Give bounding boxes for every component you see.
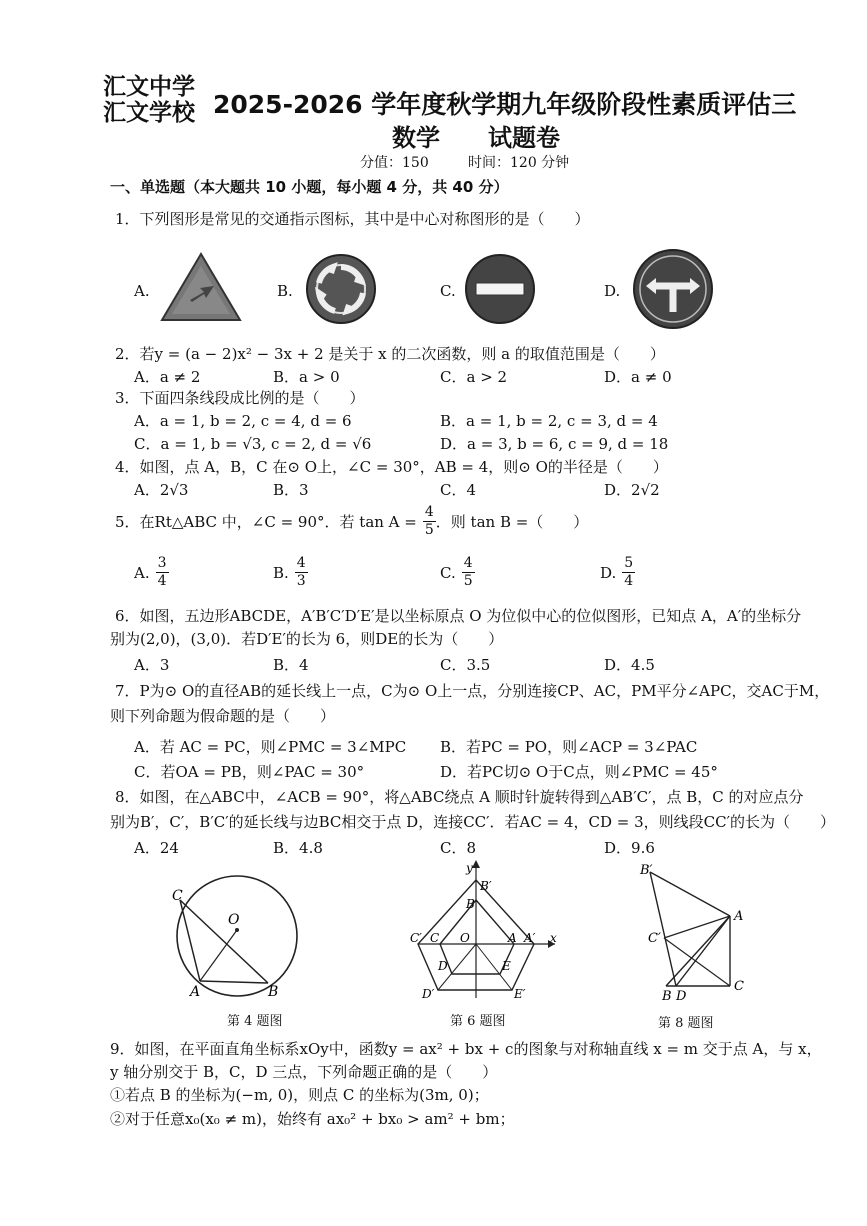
q3-option-a: A．a = 1, b = 2, c = 4, d = 6 xyxy=(134,412,352,430)
q6-option-a: A．3 xyxy=(134,656,170,674)
q3-option-b: B．a = 1, b = 2, c = 3, d = 4 xyxy=(440,412,658,430)
q4-option-b: B．3 xyxy=(273,481,309,499)
figure-6-caption: 第 6 题图 xyxy=(450,1014,506,1029)
figure-4-caption: 第 4 题图 xyxy=(227,1014,283,1029)
school-name-2: 汇文学校 xyxy=(103,100,195,126)
q6-option-b: B．4 xyxy=(273,656,309,674)
question-9-stem-2: y 轴分别交于 B，C，D 三点，下列命题正确的是（ ） xyxy=(110,1063,498,1081)
fig6-label-y: y xyxy=(466,861,473,875)
q8-option-b: B．4.8 xyxy=(273,839,323,857)
fig4-label-c: C xyxy=(172,888,183,904)
q1-option-b: B. xyxy=(277,282,293,300)
q9-item-2: ②对于任意x₀(x₀ ≠ m)，始终有 ax₀² + bx₀ > am² + bm； xyxy=(110,1110,515,1128)
fig6-label-c-prime: C′ xyxy=(410,931,422,945)
no-entry-icon xyxy=(464,253,536,325)
question-5-stem xyxy=(115,504,588,539)
question-8-stem-2: 别为B′，C′，B′C′的延长线与边BC相交于点 D，连接CC′．若AC = 4，CD = 3，则线段CC′的长为（ ） xyxy=(110,813,836,831)
q7-option-c: C．若OA = PB，则∠PAC = 30° xyxy=(134,763,365,781)
q5-option-c: C. $\frac{4}{5}$ xyxy=(440,555,473,589)
q5-option-d: D. $\frac{5}{4}$ xyxy=(600,555,634,589)
q7-option-d: D．若PC切⊙ O于C点，则∠PMC = 45° xyxy=(440,763,718,781)
fig6-label-e-prime: E′ xyxy=(514,987,526,1001)
q4-option-c: C．4 xyxy=(440,481,477,499)
question-6-stem-2: 别为(2,0)，(3,0)．若D′E′的长为 6，则DE的长为（ ） xyxy=(110,630,504,648)
q5-stem-fraction: $\frac{4}{5}$ xyxy=(424,504,434,538)
q9-item-1: ①若点 B 的坐标为(−m, 0)，则点 C 的坐标为(3m, 0)； xyxy=(110,1086,489,1104)
q8-option-c: C．8 xyxy=(440,839,477,857)
question-9-stem: 9．如图，在平面直角坐标系xOy中，函数y = ax² + bx + c的图象与对称轴直线 x = m 交于点 A，与 x， xyxy=(110,1040,822,1058)
fig4-label-b: B xyxy=(268,984,279,1000)
q1-option-c: C. xyxy=(440,282,456,300)
question-3-stem: 3．下面四条线段成比例的是（ ） xyxy=(115,389,365,407)
figure-8-caption: 第 8 题图 xyxy=(658,1016,714,1031)
fig6-label-c: C xyxy=(430,931,440,945)
roundabout-icon xyxy=(305,253,377,325)
q7-option-b: B．若PC = PO，则∠ACP = 3∠PAC xyxy=(440,738,698,756)
question-6-stem: 6．如图，五边形ABCDE，A′B′C′D′E′是以坐标原点 O 为位似中心的位似图形，已知点 A，A′的坐标分 xyxy=(115,607,802,625)
q4-option-d: D．2√2 xyxy=(604,481,660,499)
fig6-label-x: x xyxy=(550,931,557,945)
fig6-label-b: B xyxy=(466,897,475,911)
fig4-label-a: A xyxy=(190,984,201,1000)
question-7-stem: 7．P为⊙ O的直径AB的延长线上一点，C为⊙ O上一点，分别连接CP、AC，PM平分∠APC，交AC于M， xyxy=(115,682,830,700)
q5-option-b: B. $\frac{4}{3}$ xyxy=(273,555,306,589)
exam-title: 2025-2026 学年度秋学期九年级阶段性素质评估三 xyxy=(213,90,797,119)
figure-4-circle-diagram xyxy=(170,878,310,1003)
q2-option-b: B．a > 0 xyxy=(273,368,340,386)
figure-6-pentagon-diagram xyxy=(410,858,560,1003)
q5-stem-tail: ．则 tan B =（ ） xyxy=(435,513,589,531)
fig6-label-b-prime: B′ xyxy=(480,879,492,893)
school-name-1: 汇文中学 xyxy=(103,74,195,100)
q2-option-d: D．a ≠ 0 xyxy=(604,368,672,386)
q8-option-d: D．9.6 xyxy=(604,839,655,857)
q3-option-c: C．a = 1, b = √3, c = 2, d = √6 xyxy=(134,435,372,453)
q4-option-a: A．2√3 xyxy=(134,481,189,499)
fig8-label-a: A xyxy=(734,909,744,924)
section-title: 一、单选题（本大题共 10 小题，每小题 4 分，共 40 分） xyxy=(110,178,509,196)
q1-option-d: D. xyxy=(604,282,621,300)
exam-subject: 数学 xyxy=(392,124,440,152)
q6-option-c: C．3.5 xyxy=(440,656,491,674)
turn-arrow-icon xyxy=(632,248,714,330)
q7-option-a: A．若 AC = PC，则∠PMC = 3∠MPC xyxy=(134,738,407,756)
fig8-label-c: C xyxy=(734,979,744,994)
fig6-label-a-prime: A′ xyxy=(524,931,536,945)
fig6-label-a: A xyxy=(508,931,517,945)
fig8-label-b: B xyxy=(662,989,672,1004)
fig6-label-d: D xyxy=(438,959,448,973)
score-info: 分值：150 xyxy=(360,155,429,171)
fig8-label-d: D xyxy=(676,989,687,1004)
figure-8-rotation-diagram xyxy=(630,862,760,1002)
exam-paper-label: 试题卷 xyxy=(488,124,560,152)
q2-option-a: A．a ≠ 2 xyxy=(134,368,201,386)
fig4-label-o: O xyxy=(228,912,240,928)
question-1-stem: 1．下列图形是常见的交通指示图标，其中是中心对称图形的是（ ） xyxy=(115,210,590,228)
q8-option-a: A．24 xyxy=(134,839,179,857)
q3-option-d: D．a = 3, b = 6, c = 9, d = 18 xyxy=(440,435,669,453)
fig8-label-c-prime: C′ xyxy=(648,931,661,946)
q1-option-a: A. xyxy=(134,282,150,300)
q6-option-d: D．4.5 xyxy=(604,656,655,674)
time-info: 时间：120 分钟 xyxy=(468,155,570,171)
fig6-label-e: E xyxy=(502,959,511,973)
question-7-stem-2: 则下列命题为假命题的是（ ） xyxy=(110,707,336,725)
question-4-stem: 4．如图，点 A，B，C 在⊙ O上，∠C = 30°，AB = 4，则⊙ O的半径是（ ） xyxy=(115,458,668,476)
question-8-stem: 8．如图，在△ABC中，∠ACB = 90°，将△ABC绕点 A 顺时针旋转得到△AB′C′，点 B，C 的对应点分 xyxy=(115,788,804,806)
fig6-label-o: O xyxy=(460,931,470,945)
question-2-stem: 2．若y = (a − 2)x² − 3x + 2 是关于 x 的二次函数，则 a 的取值范围是（ ） xyxy=(115,345,665,363)
fig8-label-b-prime: B′ xyxy=(640,863,653,878)
fig6-label-d-prime: D′ xyxy=(422,987,435,1001)
q2-option-c: C．a > 2 xyxy=(440,368,508,386)
warning-triangle-icon xyxy=(160,252,242,322)
q5-option-a: A. $\frac{3}{4}$ xyxy=(134,555,167,589)
q5-stem-text: 5．在Rt△ABC 中，∠C = 90°．若 tan A = xyxy=(115,513,417,531)
